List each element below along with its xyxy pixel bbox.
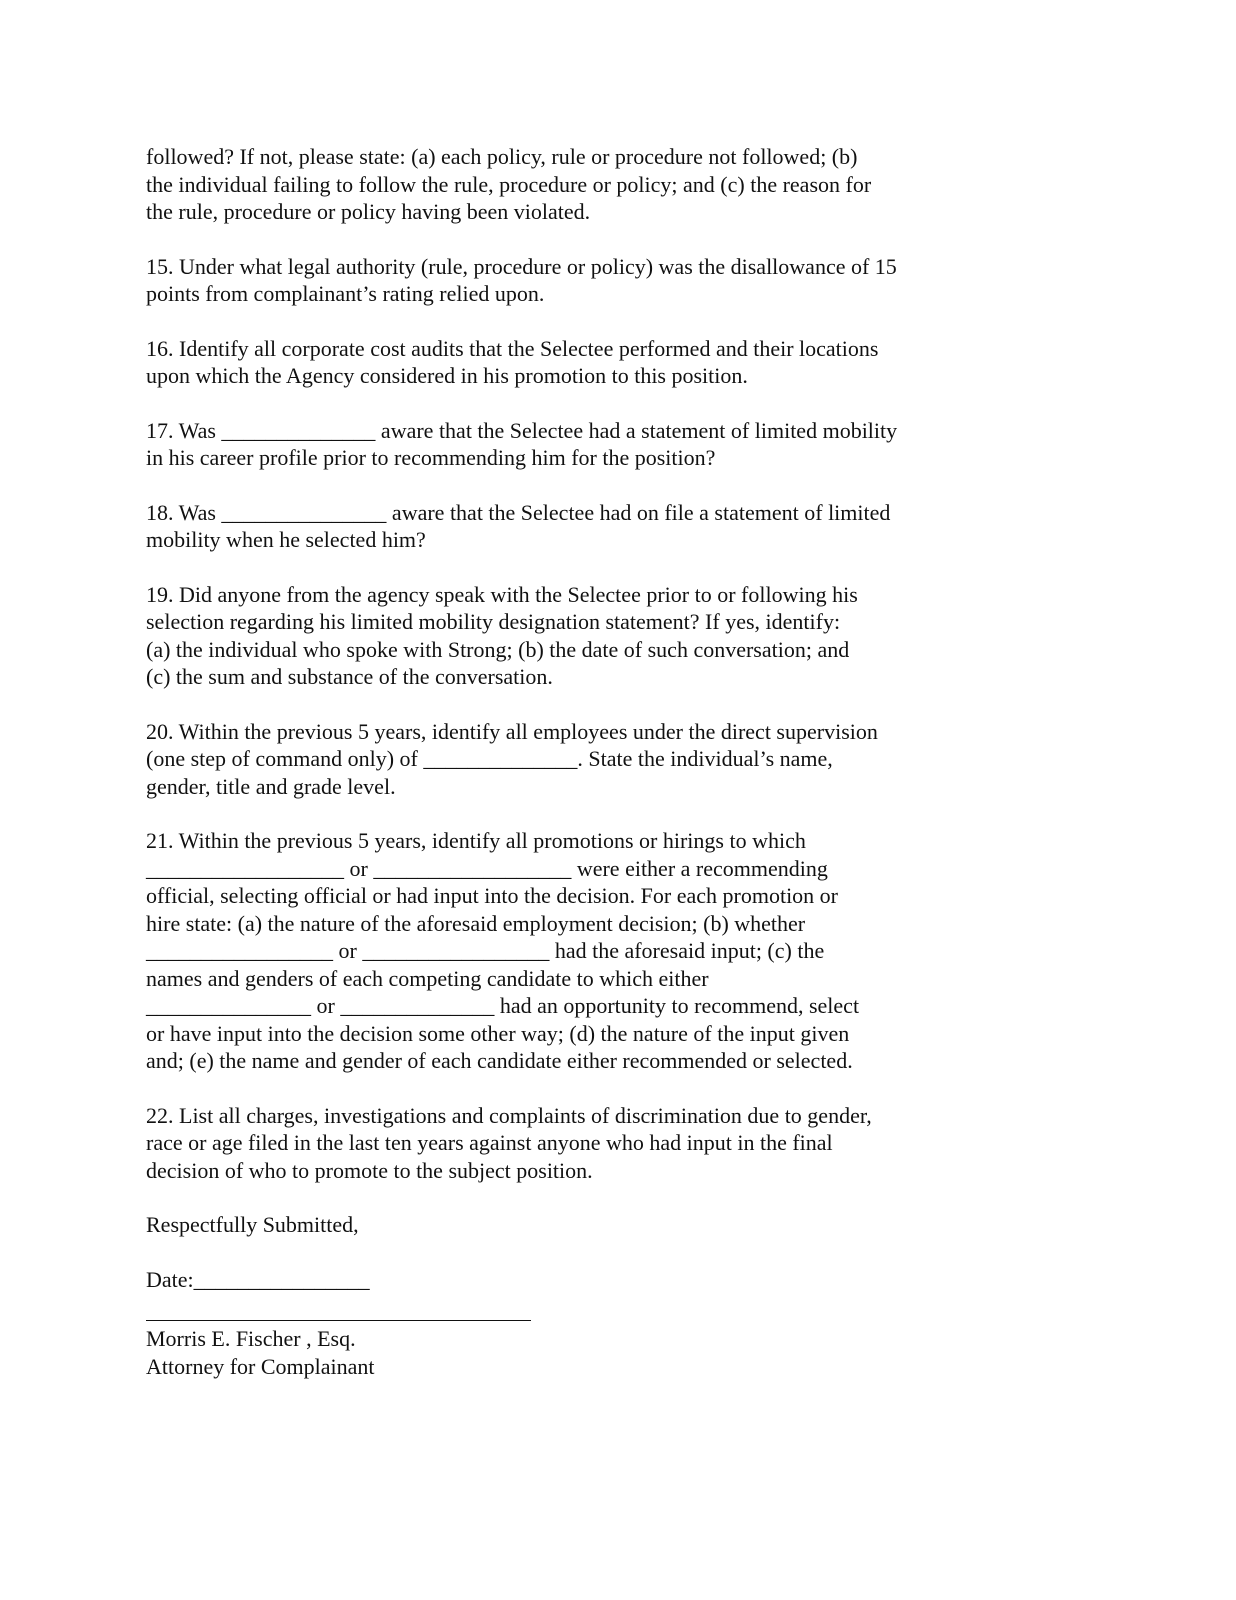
text-line: upon which the Agency considered in his promotion to this position. — [146, 363, 748, 388]
paragraph-14-continued — [146, 143, 976, 226]
text-line: (one step of command only) of ______________. State the individual’s name, — [146, 746, 833, 771]
text-line: names and genders of each competing candidate to which either — [146, 965, 709, 991]
signature-block — [146, 1320, 976, 1380]
text-line: 21. Within the previous 5 years, identify all promotions or hirings to which — [146, 828, 806, 853]
signature-line — [146, 1320, 531, 1321]
text-line: the individual failing to follow the rule, procedure or policy; and (c) the reason for — [146, 171, 872, 197]
text-line: the rule, procedure or policy having been violated. — [146, 199, 591, 224]
question-18 — [146, 499, 976, 554]
text-line: race or age filed in the last ten years against anyone who had input in the final — [146, 1130, 833, 1155]
closing-block — [146, 1211, 976, 1239]
text-line: _______________ or ______________ had an opportunity to recommend, select — [146, 993, 860, 1018]
text-line: 19. Did anyone from the agency speak with the Selectee prior to or following his — [146, 581, 858, 607]
question-15 — [146, 253, 976, 308]
signer-title: Attorney for Complainant — [146, 1353, 375, 1379]
text-line: mobility when he selected him? — [146, 527, 426, 552]
text-line: 17. Was ______________ aware that the Selectee had a statement of limited mobility — [146, 417, 898, 443]
closing-text: Respectfully Submitted, — [146, 1212, 359, 1237]
text-line: selection regarding his limited mobility designation statement? If yes, identify: — [146, 609, 841, 634]
question-20 — [146, 718, 976, 801]
text-line: (c) the sum and substance of the conversation. — [146, 664, 553, 689]
question-19 — [146, 581, 976, 691]
question-22 — [146, 1102, 976, 1185]
question-17 — [146, 417, 976, 472]
text-line: official, selecting official or had input into the decision. For each promotion or — [146, 883, 839, 908]
document-body — [146, 143, 976, 1380]
text-line: or have input into the decision some other way; (d) the nature of the input given — [146, 1020, 850, 1046]
text-line: 22. List all charges, investigations and complaints of discrimination due to gender, — [146, 1102, 872, 1128]
date-line: Date:________________ — [146, 1266, 370, 1292]
text-line: in his career profile prior to recommending him for the position? — [146, 445, 716, 470]
date-block — [146, 1266, 976, 1294]
text-line: and; (e) the name and gender of each candidate either recommended or selected. — [146, 1048, 853, 1073]
text-line: 20. Within the previous 5 years, identify all employees under the direct supervision — [146, 718, 878, 744]
text-line: followed? If not, please state: (a) each policy, rule or procedure not followed; (b) — [146, 144, 858, 169]
signer-name: Morris E. Fischer , Esq. — [146, 1326, 356, 1351]
text-line: 15. Under what legal authority (rule, procedure or policy) was the disallowance of 15 — [146, 253, 897, 279]
text-line: _________________ or _________________ had the aforesaid input; (c) the — [146, 938, 825, 963]
text-line: 18. Was _______________ aware that the Selectee had on file a statement of limited — [146, 499, 891, 525]
question-21 — [146, 827, 976, 1075]
text-line: __________________ or __________________ were either a recommending — [146, 855, 828, 881]
text-line: points from complainant’s rating relied upon. — [146, 281, 545, 306]
text-line: gender, title and grade level. — [146, 773, 396, 799]
text-line: 16. Identify all corporate cost audits that the Selectee performed and their locations — [146, 335, 879, 361]
text-line: hire state: (a) the nature of the aforesaid employment decision; (b) whether — [146, 910, 806, 936]
question-16 — [146, 335, 976, 390]
text-line: (a) the individual who spoke with Strong; (b) the date of such conversation; and — [146, 636, 850, 662]
text-line: decision of who to promote to the subject position. — [146, 1157, 593, 1183]
